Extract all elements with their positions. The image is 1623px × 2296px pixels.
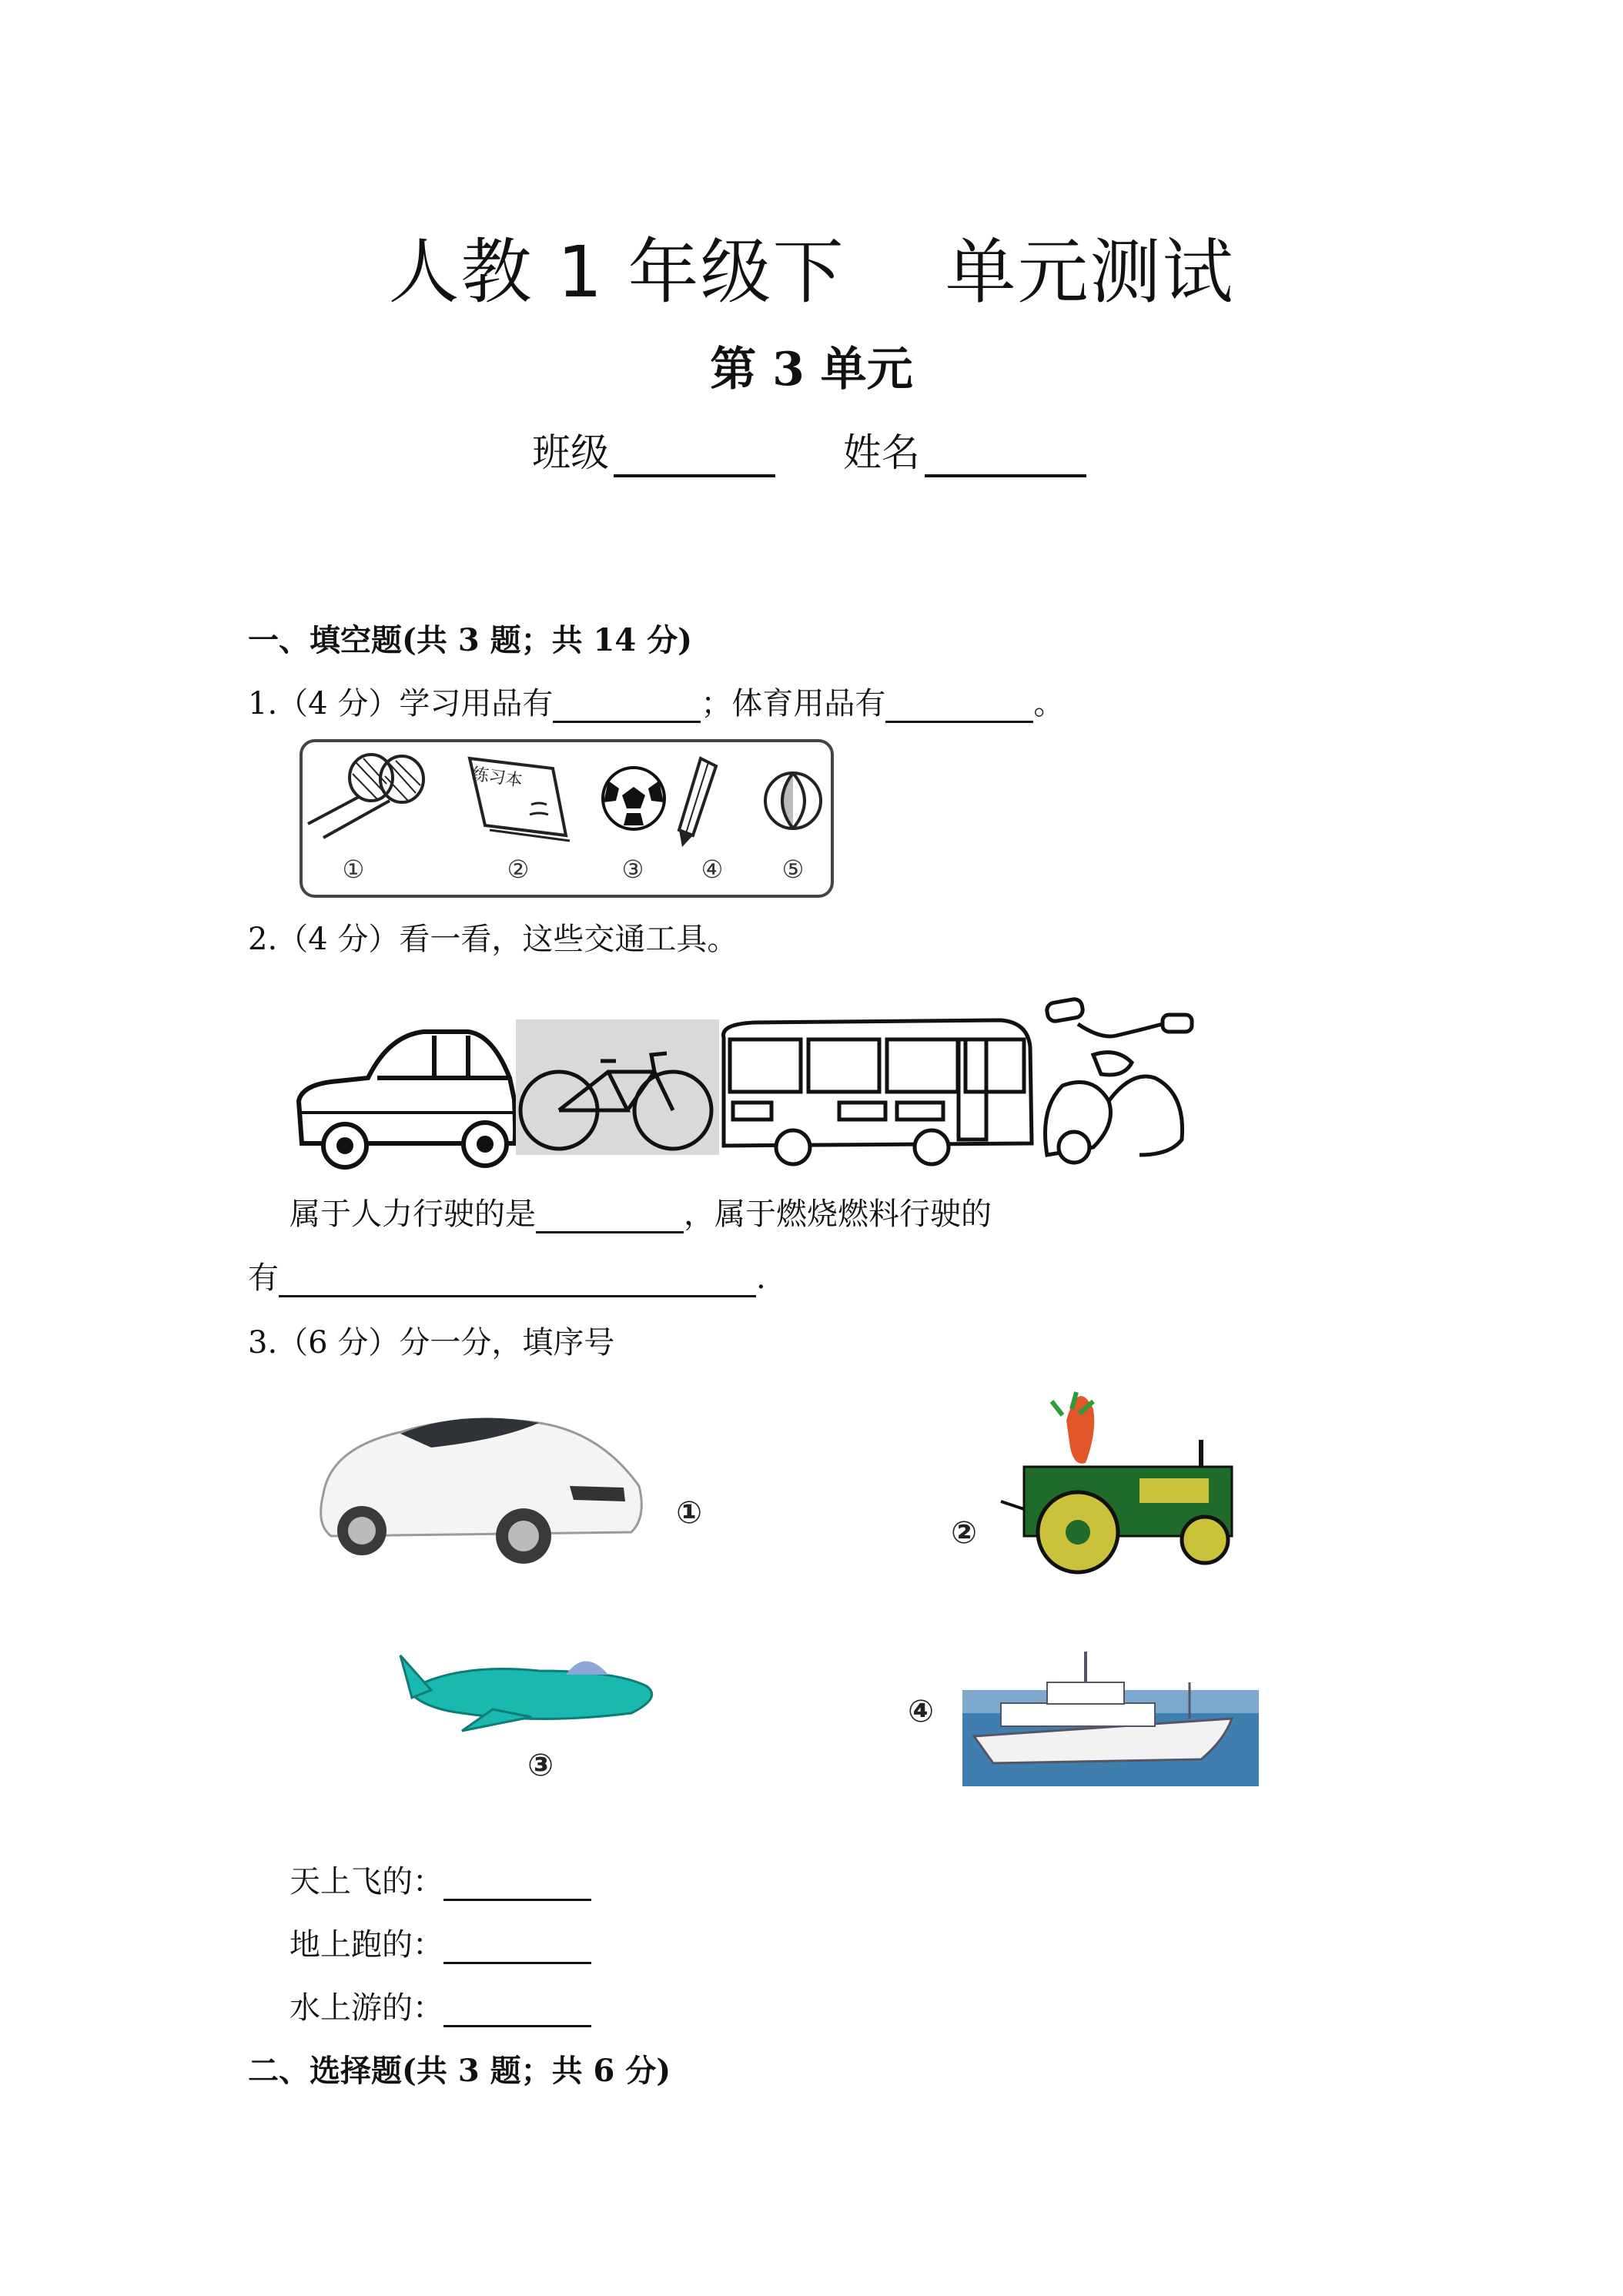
- title-left: 人教 1 年级下: [388, 231, 845, 313]
- q2-text: 2.（4 分）看一看，这些交通工具。: [248, 922, 738, 957]
- class-label: 班级: [532, 430, 610, 475]
- q2-line-end: .: [756, 1260, 766, 1296]
- title-right: 单元测试: [945, 231, 1235, 313]
- q3-answer-water: [289, 1983, 591, 2027]
- q2-line-b: ，属于燃烧燃料行驶的: [684, 1197, 992, 1232]
- q3-text: 3.（6 分）分一分，填序号: [248, 1325, 615, 1361]
- q1-marker-1: ①: [342, 855, 365, 884]
- q3-marker-4: ④: [908, 1694, 934, 1729]
- q3-marker-1: ①: [676, 1495, 702, 1531]
- q1-marker-4: ④: [701, 855, 724, 884]
- q3-answer-land-label: 地上跑的：: [289, 1927, 443, 1963]
- q1-marker-2: ②: [507, 855, 530, 884]
- q1-text-a: 1.（4 分）学习用品有: [248, 686, 554, 721]
- ship-photo: [962, 1652, 1259, 1786]
- q1-text-b: ；体育用品有: [701, 686, 886, 721]
- notebook-label: 练习本: [470, 765, 524, 792]
- q3-blank-sky[interactable]: [443, 1868, 591, 1901]
- unit-subtitle: 第 3 单元: [710, 343, 913, 397]
- q3-blank-land[interactable]: [443, 1931, 591, 1964]
- q1-marker-3: ③: [621, 855, 644, 884]
- teal-plane-photo: [400, 1655, 652, 1731]
- q3-answer-sky: [289, 1857, 591, 1901]
- name-label: 姓名: [842, 430, 920, 475]
- q3-answer-sky-label: 天上飞的：: [289, 1864, 443, 1899]
- q2-line-a: 属于人力行驶的是: [289, 1197, 536, 1232]
- q2-line-c: 有: [248, 1260, 279, 1296]
- section2-heading: 二、选择题(共 3 题；共 6 分): [248, 2053, 671, 2089]
- q3-blank-water[interactable]: [443, 1994, 591, 2027]
- section1-heading: 一、填空题(共 3 题；共 14 分): [248, 622, 693, 658]
- q3-answer-water-label: 水上游的：: [289, 1990, 443, 2026]
- q3-answer-land: [289, 1920, 591, 1964]
- q1-text-c: 。: [1033, 686, 1065, 721]
- white-car-photo: [321, 1418, 642, 1564]
- tractor-photo: [1001, 1392, 1232, 1572]
- q3-marker-3: ③: [527, 1748, 554, 1783]
- q1-marker-5: ⑤: [781, 855, 805, 884]
- q3-marker-2: ②: [951, 1515, 977, 1551]
